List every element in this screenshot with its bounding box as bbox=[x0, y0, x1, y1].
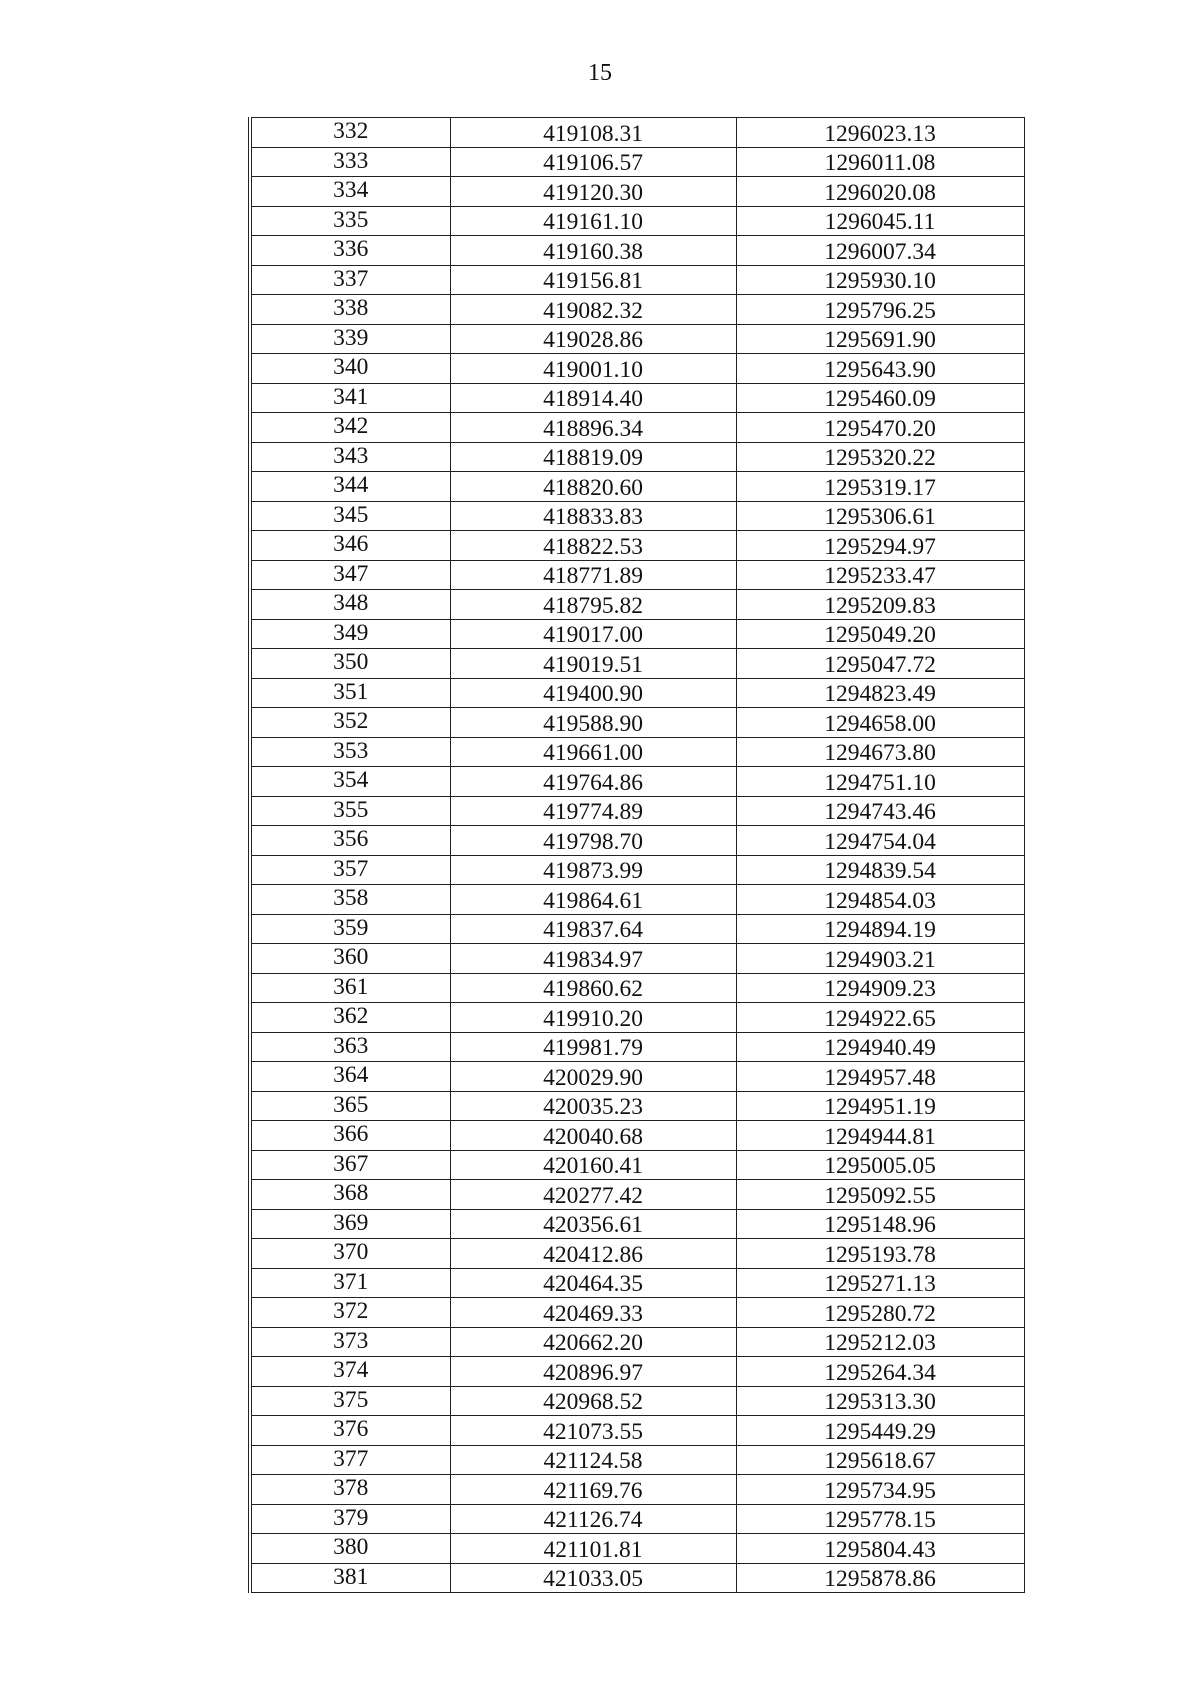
y-coordinate-cell: 1296011.08 bbox=[736, 147, 1024, 177]
table-row bbox=[250, 1150, 1024, 1180]
x-coordinate-cell: 421169.76 bbox=[450, 1475, 736, 1505]
point-number-cell: 345 bbox=[250, 501, 450, 531]
table-row bbox=[250, 206, 1024, 236]
table-row bbox=[250, 1475, 1024, 1505]
point-number-cell: 373 bbox=[250, 1327, 450, 1357]
point-number-cell: 370 bbox=[250, 1239, 450, 1269]
x-coordinate-cell: 420896.97 bbox=[450, 1357, 736, 1387]
coordinates-table-body bbox=[250, 118, 1024, 1593]
point-number-cell: 378 bbox=[250, 1475, 450, 1505]
point-number-cell: 359 bbox=[250, 914, 450, 944]
x-coordinate-cell: 419400.90 bbox=[450, 678, 736, 708]
point-number-cell: 338 bbox=[250, 295, 450, 325]
y-coordinate-cell: 1294751.10 bbox=[736, 767, 1024, 797]
table-row bbox=[250, 324, 1024, 354]
table-row bbox=[250, 1062, 1024, 1092]
table-row bbox=[250, 826, 1024, 856]
table-row bbox=[250, 265, 1024, 295]
table-row bbox=[250, 295, 1024, 325]
x-coordinate-cell: 419160.38 bbox=[450, 236, 736, 266]
table-row bbox=[250, 767, 1024, 797]
table-row bbox=[250, 1445, 1024, 1475]
x-coordinate-cell: 420029.90 bbox=[450, 1062, 736, 1092]
point-number-cell: 355 bbox=[250, 796, 450, 826]
table-row bbox=[250, 590, 1024, 620]
point-number-cell: 335 bbox=[250, 206, 450, 236]
y-coordinate-cell: 1295449.29 bbox=[736, 1416, 1024, 1446]
table-row bbox=[250, 619, 1024, 649]
x-coordinate-cell: 418914.40 bbox=[450, 383, 736, 413]
y-coordinate-cell: 1295209.83 bbox=[736, 590, 1024, 620]
point-number-cell: 375 bbox=[250, 1386, 450, 1416]
table-row bbox=[250, 678, 1024, 708]
x-coordinate-cell: 420035.23 bbox=[450, 1091, 736, 1121]
x-coordinate-cell: 419764.86 bbox=[450, 767, 736, 797]
table-row bbox=[250, 354, 1024, 384]
y-coordinate-cell: 1295049.20 bbox=[736, 619, 1024, 649]
y-coordinate-cell: 1294894.19 bbox=[736, 914, 1024, 944]
x-coordinate-cell: 419834.97 bbox=[450, 944, 736, 974]
x-coordinate-cell: 418795.82 bbox=[450, 590, 736, 620]
x-coordinate-cell: 419774.89 bbox=[450, 796, 736, 826]
point-number-cell: 332 bbox=[250, 118, 450, 148]
table-row bbox=[250, 560, 1024, 590]
x-coordinate-cell: 420968.52 bbox=[450, 1386, 736, 1416]
x-coordinate-cell: 419873.99 bbox=[450, 855, 736, 885]
y-coordinate-cell: 1295804.43 bbox=[736, 1534, 1024, 1564]
x-coordinate-cell: 420040.68 bbox=[450, 1121, 736, 1151]
x-coordinate-cell: 419981.79 bbox=[450, 1032, 736, 1062]
point-number-cell: 374 bbox=[250, 1357, 450, 1387]
y-coordinate-cell: 1295148.96 bbox=[736, 1209, 1024, 1239]
point-number-cell: 366 bbox=[250, 1121, 450, 1151]
point-number-cell: 379 bbox=[250, 1504, 450, 1534]
y-coordinate-cell: 1294951.19 bbox=[736, 1091, 1024, 1121]
x-coordinate-cell: 419106.57 bbox=[450, 147, 736, 177]
x-coordinate-cell: 421073.55 bbox=[450, 1416, 736, 1446]
table-row bbox=[250, 1386, 1024, 1416]
x-coordinate-cell: 420469.33 bbox=[450, 1298, 736, 1328]
point-number-cell: 333 bbox=[250, 147, 450, 177]
point-number-cell: 369 bbox=[250, 1209, 450, 1239]
point-number-cell: 337 bbox=[250, 265, 450, 295]
y-coordinate-cell: 1295280.72 bbox=[736, 1298, 1024, 1328]
table-row bbox=[250, 501, 1024, 531]
table-row bbox=[250, 1003, 1024, 1033]
y-coordinate-cell: 1295005.05 bbox=[736, 1150, 1024, 1180]
x-coordinate-cell: 418896.34 bbox=[450, 413, 736, 443]
point-number-cell: 357 bbox=[250, 855, 450, 885]
table-row bbox=[250, 796, 1024, 826]
x-coordinate-cell: 419120.30 bbox=[450, 177, 736, 207]
y-coordinate-cell: 1295294.97 bbox=[736, 531, 1024, 561]
point-number-cell: 364 bbox=[250, 1062, 450, 1092]
table-row bbox=[250, 413, 1024, 443]
y-coordinate-cell: 1296045.11 bbox=[736, 206, 1024, 236]
x-coordinate-cell: 420662.20 bbox=[450, 1327, 736, 1357]
x-coordinate-cell: 419798.70 bbox=[450, 826, 736, 856]
table-row bbox=[250, 1327, 1024, 1357]
y-coordinate-cell: 1295930.10 bbox=[736, 265, 1024, 295]
point-number-cell: 358 bbox=[250, 885, 450, 915]
y-coordinate-cell: 1294903.21 bbox=[736, 944, 1024, 974]
point-number-cell: 376 bbox=[250, 1416, 450, 1446]
table-row bbox=[250, 118, 1024, 148]
y-coordinate-cell: 1294754.04 bbox=[736, 826, 1024, 856]
point-number-cell: 350 bbox=[250, 649, 450, 679]
y-coordinate-cell: 1295734.95 bbox=[736, 1475, 1024, 1505]
y-coordinate-cell: 1295233.47 bbox=[736, 560, 1024, 590]
x-coordinate-cell: 421101.81 bbox=[450, 1534, 736, 1564]
y-coordinate-cell: 1294658.00 bbox=[736, 708, 1024, 738]
table-row bbox=[250, 1121, 1024, 1151]
table-row bbox=[250, 531, 1024, 561]
point-number-cell: 360 bbox=[250, 944, 450, 974]
point-number-cell: 352 bbox=[250, 708, 450, 738]
table-row bbox=[250, 649, 1024, 679]
x-coordinate-cell: 419860.62 bbox=[450, 973, 736, 1003]
y-coordinate-cell: 1295778.15 bbox=[736, 1504, 1024, 1534]
table-row bbox=[250, 1357, 1024, 1387]
point-number-cell: 334 bbox=[250, 177, 450, 207]
y-coordinate-cell: 1295271.13 bbox=[736, 1268, 1024, 1298]
point-number-cell: 356 bbox=[250, 826, 450, 856]
y-coordinate-cell: 1295313.30 bbox=[736, 1386, 1024, 1416]
table-row bbox=[250, 1032, 1024, 1062]
point-number-cell: 342 bbox=[250, 413, 450, 443]
point-number-cell: 381 bbox=[250, 1563, 450, 1593]
y-coordinate-cell: 1295470.20 bbox=[736, 413, 1024, 443]
y-coordinate-cell: 1295264.34 bbox=[736, 1357, 1024, 1387]
x-coordinate-cell: 419156.81 bbox=[450, 265, 736, 295]
y-coordinate-cell: 1295691.90 bbox=[736, 324, 1024, 354]
x-coordinate-cell: 419017.00 bbox=[450, 619, 736, 649]
y-coordinate-cell: 1296023.13 bbox=[736, 118, 1024, 148]
point-number-cell: 344 bbox=[250, 472, 450, 502]
point-number-cell: 343 bbox=[250, 442, 450, 472]
x-coordinate-cell: 419001.10 bbox=[450, 354, 736, 384]
y-coordinate-cell: 1295047.72 bbox=[736, 649, 1024, 679]
table-row bbox=[250, 1209, 1024, 1239]
table-row bbox=[250, 944, 1024, 974]
point-number-cell: 353 bbox=[250, 737, 450, 767]
x-coordinate-cell: 419028.86 bbox=[450, 324, 736, 354]
x-coordinate-cell: 418771.89 bbox=[450, 560, 736, 590]
y-coordinate-cell: 1296007.34 bbox=[736, 236, 1024, 266]
point-number-cell: 339 bbox=[250, 324, 450, 354]
point-number-cell: 380 bbox=[250, 1534, 450, 1564]
point-number-cell: 351 bbox=[250, 678, 450, 708]
y-coordinate-cell: 1295643.90 bbox=[736, 354, 1024, 384]
y-coordinate-cell: 1294944.81 bbox=[736, 1121, 1024, 1151]
table-row bbox=[250, 1534, 1024, 1564]
x-coordinate-cell: 419910.20 bbox=[450, 1003, 736, 1033]
table-row bbox=[250, 1563, 1024, 1593]
x-coordinate-cell: 418819.09 bbox=[450, 442, 736, 472]
x-coordinate-cell: 420356.61 bbox=[450, 1209, 736, 1239]
table-row bbox=[250, 177, 1024, 207]
y-coordinate-cell: 1295319.17 bbox=[736, 472, 1024, 502]
point-number-cell: 371 bbox=[250, 1268, 450, 1298]
table-row bbox=[250, 1298, 1024, 1328]
table-row bbox=[250, 885, 1024, 915]
y-coordinate-cell: 1295460.09 bbox=[736, 383, 1024, 413]
point-number-cell: 372 bbox=[250, 1298, 450, 1328]
y-coordinate-cell: 1295878.86 bbox=[736, 1563, 1024, 1593]
y-coordinate-cell: 1294957.48 bbox=[736, 1062, 1024, 1092]
y-coordinate-cell: 1294823.49 bbox=[736, 678, 1024, 708]
x-coordinate-cell: 421124.58 bbox=[450, 1445, 736, 1475]
x-coordinate-cell: 419864.61 bbox=[450, 885, 736, 915]
x-coordinate-cell: 420464.35 bbox=[450, 1268, 736, 1298]
y-coordinate-cell: 1295193.78 bbox=[736, 1239, 1024, 1269]
table-row bbox=[250, 1239, 1024, 1269]
y-coordinate-cell: 1295618.67 bbox=[736, 1445, 1024, 1475]
y-coordinate-cell: 1294839.54 bbox=[736, 855, 1024, 885]
table-row bbox=[250, 737, 1024, 767]
point-number-cell: 368 bbox=[250, 1180, 450, 1210]
table-row bbox=[250, 383, 1024, 413]
table-row bbox=[250, 973, 1024, 1003]
y-coordinate-cell: 1295092.55 bbox=[736, 1180, 1024, 1210]
table-row bbox=[250, 236, 1024, 266]
x-coordinate-cell: 419108.31 bbox=[450, 118, 736, 148]
x-coordinate-cell: 419837.64 bbox=[450, 914, 736, 944]
point-number-cell: 354 bbox=[250, 767, 450, 797]
y-coordinate-cell: 1294854.03 bbox=[736, 885, 1024, 915]
coordinates-table bbox=[248, 117, 1025, 1593]
x-coordinate-cell: 418822.53 bbox=[450, 531, 736, 561]
point-number-cell: 363 bbox=[250, 1032, 450, 1062]
point-number-cell: 347 bbox=[250, 560, 450, 590]
x-coordinate-cell: 419161.10 bbox=[450, 206, 736, 236]
table-row bbox=[250, 914, 1024, 944]
y-coordinate-cell: 1296020.08 bbox=[736, 177, 1024, 207]
point-number-cell: 346 bbox=[250, 531, 450, 561]
x-coordinate-cell: 419082.32 bbox=[450, 295, 736, 325]
table-row bbox=[250, 472, 1024, 502]
x-coordinate-cell: 421033.05 bbox=[450, 1563, 736, 1593]
y-coordinate-cell: 1294743.46 bbox=[736, 796, 1024, 826]
table-row bbox=[250, 1180, 1024, 1210]
table-row bbox=[250, 147, 1024, 177]
y-coordinate-cell: 1295212.03 bbox=[736, 1327, 1024, 1357]
x-coordinate-cell: 419019.51 bbox=[450, 649, 736, 679]
table-row bbox=[250, 1091, 1024, 1121]
point-number-cell: 377 bbox=[250, 1445, 450, 1475]
point-number-cell: 341 bbox=[250, 383, 450, 413]
y-coordinate-cell: 1295306.61 bbox=[736, 501, 1024, 531]
table-row bbox=[250, 1416, 1024, 1446]
y-coordinate-cell: 1295796.25 bbox=[736, 295, 1024, 325]
page-number: 15 bbox=[588, 60, 612, 86]
point-number-cell: 340 bbox=[250, 354, 450, 384]
point-number-cell: 348 bbox=[250, 590, 450, 620]
x-coordinate-cell: 420277.42 bbox=[450, 1180, 736, 1210]
table-row bbox=[250, 1504, 1024, 1534]
y-coordinate-cell: 1294909.23 bbox=[736, 973, 1024, 1003]
x-coordinate-cell: 421126.74 bbox=[450, 1504, 736, 1534]
table-row bbox=[250, 708, 1024, 738]
point-number-cell: 367 bbox=[250, 1150, 450, 1180]
y-coordinate-cell: 1294922.65 bbox=[736, 1003, 1024, 1033]
x-coordinate-cell: 420412.86 bbox=[450, 1239, 736, 1269]
table-row bbox=[250, 855, 1024, 885]
point-number-cell: 362 bbox=[250, 1003, 450, 1033]
x-coordinate-cell: 418820.60 bbox=[450, 472, 736, 502]
point-number-cell: 349 bbox=[250, 619, 450, 649]
y-coordinate-cell: 1294673.80 bbox=[736, 737, 1024, 767]
table-row bbox=[250, 1268, 1024, 1298]
x-coordinate-cell: 420160.41 bbox=[450, 1150, 736, 1180]
point-number-cell: 361 bbox=[250, 973, 450, 1003]
table-row bbox=[250, 442, 1024, 472]
y-coordinate-cell: 1294940.49 bbox=[736, 1032, 1024, 1062]
y-coordinate-cell: 1295320.22 bbox=[736, 442, 1024, 472]
x-coordinate-cell: 418833.83 bbox=[450, 501, 736, 531]
point-number-cell: 365 bbox=[250, 1091, 450, 1121]
x-coordinate-cell: 419588.90 bbox=[450, 708, 736, 738]
x-coordinate-cell: 419661.00 bbox=[450, 737, 736, 767]
point-number-cell: 336 bbox=[250, 236, 450, 266]
